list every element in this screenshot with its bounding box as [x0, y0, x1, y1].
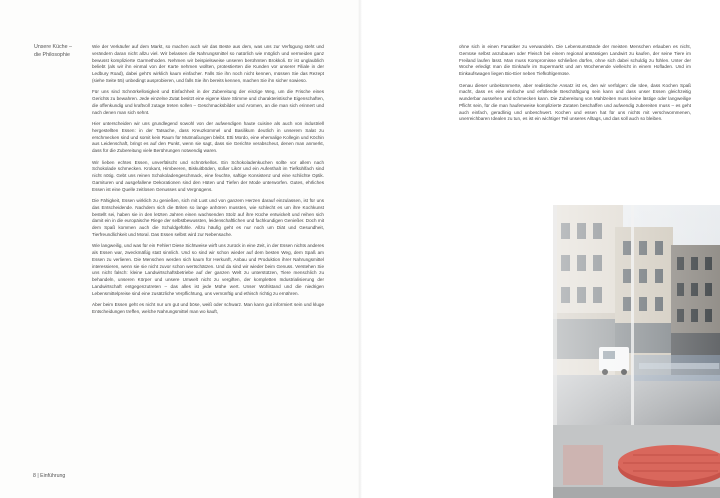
- page-folio: [33, 473, 65, 480]
- left-text-column: [92, 44, 324, 321]
- paragraph: Wir lieben echtes Essen, unverfälscht und schnörkellos. Ein Schokoladenkuchen sollte vor allem nach Schokolade schmecken. Krokant, Himbeeren, Biskuitböden, süßer Likör und ein Aufenthalt im Tiefkühlfach sind nicht nötig. Gebt uns reinen Schokoladengeschmack, eine feuchte, saftige Konsistenz und eine schlichte Optik. Garnituren und ausgefallene Dekorationen sind den Hüten und Tiefen der Mode unterworfen. Gutes, ehrliches Essen ist eine Quelle zeitlosen Genusses und Vergnügens.: [92, 159, 324, 192]
- street-cafe-photo: [553, 205, 720, 498]
- page-number: 8: [33, 473, 36, 479]
- book-gutter: [358, 0, 362, 498]
- paragraph: Die Fähigkeit, Essen wirklich zu genießen, sich mit Lust und von ganzem Herzen darauf einzulassen, ist für uns das Entscheidende. Nachdem sich die Briten so lange anhören mussten, wie schlecht es um ihre Kochkunst bestellt sei, haben sie in den letzten Jahren einen wachsenden Stolz auf ihre Küche entwickelt und reihen sich damit ein in die europäische Riege der selbstbewussten, leidenschaftlichen und fachkundigen Genießer. Doch mit dem Spaß kommen auch die Schuldgefühle. Allzu häufig geht es nur noch um Diät und Gesundheit, Tierfreundlichkeit und Moral. Das Essen selbst wird zur Nebensache.: [92, 198, 324, 237]
- paragraph: Wie der Verkäufer auf dem Markt, so machen auch wir das Beste aus dem, was uns zur Verfügung steht und verändern daran nicht allzu viel. Wir belassen die Nahrungsmittel so natürlich wie möglich und vermeiden ganz bewusst komplizierte Garmethoden. Nehmen wir beispielsweise unseren berühmten Brokkoli. Er ist unglaublich beliebt (als wir ihn einmal von der Karte nehmen wollten, protestierten die Kunden vor unserer Filiale in der Ledbury Road), dabei geht’s wirklich kaum einfacher. Falls Sie ihn noch nicht kennen, müssen Sie das Rezept (siehe Seite 55) unbedingt ausprobieren, und falls Sie ihn bereits kennen, machen Sie ihn sicher sowieso.: [92, 44, 324, 83]
- street-photo-illustration: [553, 205, 720, 498]
- folio-separator: |: [37, 473, 39, 479]
- sidenote-line-1: Unsere Küche –: [34, 44, 72, 50]
- paragraph: Für uns sind Schnörkellosigkeit und Einfachheit in der Zubereitung der einzige Weg, um die Frische eines Gerichts zu bewahren. Jede einzelne Zutat besitzt eine eigene klare Stimme und charakteristische Eigenschaften, die offenkundig und kraftvoll zutage treten sollen – Geschmacksbilder und Aromen, an die man sich erinnert und nach denen man sich sehnt.: [92, 89, 324, 115]
- paragraph: Aber beim Essen geht es nicht nur um gut und böse, weiß oder schwarz. Man kann gut informiert sein und kluge Entscheidungen treffen, welche Nahrungsmittel man wo kauft,: [92, 302, 324, 315]
- chapter-name: Einführung: [40, 473, 66, 479]
- paragraph: Genau dieser unbekümmerte, aber realistische Ansatz ist es, den wir verfolgen: die Idee, dass Kochen Spaß macht, dass es eine einfache und erfüllende Beschäftigung sein kann und dass unser Essen gleichzeitig wunderbar aussehen und schmecken kann. Die Zubereitung von Mahlzeiten muss keine lästige oder langweilige Pflicht sein, für die man haufenweise komplizierte Zutaten beschaffen und aufwendig zubereiten muss – es geht auch einfach, geradlinig und unbeschwert. Kochen und essen hat für uns nichts mit verschwommenen, unerreichbaren Idealen zu tun, es ist ein wichtiger Teil unseres Alltags, und das soll auch so bleiben.: [459, 82, 691, 122]
- paragraph: ohne sich in einen Fanatiker zu verwandeln. Die Lebensumstände der meisten Menschen erlauben es nicht, Gemüse selbst anzubauen oder Fleisch bei einem regional ansässigen Landwirt zu kaufen, der seine Tiere im Freiland laufen lässt. Man muss Kompromisse schließen dürfen, ohne sich dabei schuldig zu fühlen. Unter der Woche erledigt man die Einkäufe im Supermarkt und am Wochenende vielleicht in einem Hofladen. Und im Einkaufswagen liegen Bio-Eier neben Tiefkühlgemüse.: [459, 44, 691, 76]
- right-text-column: [459, 44, 691, 128]
- paragraph: Wie langweilig, und was für ein Fehler! Diese Sichtweise wirft uns zurück in eine Zeit, in der Essen nichts anderes als Essen war, zweckmäßig statt sinnlich. Und so sind wir schon wieder auf dem besten Weg, dem Spaß am Essen zu verlieren. Die Menschen werden sich kaum für Herkunft, Anbau und Produktion ihrer Nahrungsmittel interessieren, wenn sie sie nicht zuvor schon wertschätzen. Und da sind wir wieder beim Genuss. Verstehen Sie uns nicht falsch: kleine Landwirtschaftsbetriebe auf der ganzen Welt zu unterstützen, Tiere menschlich zu behandeln, unseren Körper und unsere Umwelt nicht zu vergiften, der kompletten Industrialisierung der Landwirtschaft entgegenzutreten – das alles ist jede Mühe wert. Unser Wohlstand und die niedrigen Lebensmittelpreise sind eine zusätzliche Verpflichtung, uns vernünftig und ethisch richtig zu ernähren.: [92, 243, 324, 296]
- sidenote-line-2: die Philosophie: [34, 51, 70, 58]
- paragraph: Hier unterscheiden wir uns grundlegend sowohl von der aufwendigen haute cuisine als auch von industriell hergestellten Essen: in der Tatsache, dass Kreuzkümmel und Basilikum deutlich in unserem Salat zu erschmecken sind und somit kein Raum für Mutmaßungen bleibt. Etti Mordo, eine ehemalige Kollegin und Köchin aus Leidenschaft, bringt es auf den Punkt, wenn sie sagt, dass sie Gerichte verabscheut, denen man anmerkt, dass für die Zubereitung viele Berührungen notwendig waren.: [92, 121, 324, 154]
- section-sidenote: [34, 44, 86, 59]
